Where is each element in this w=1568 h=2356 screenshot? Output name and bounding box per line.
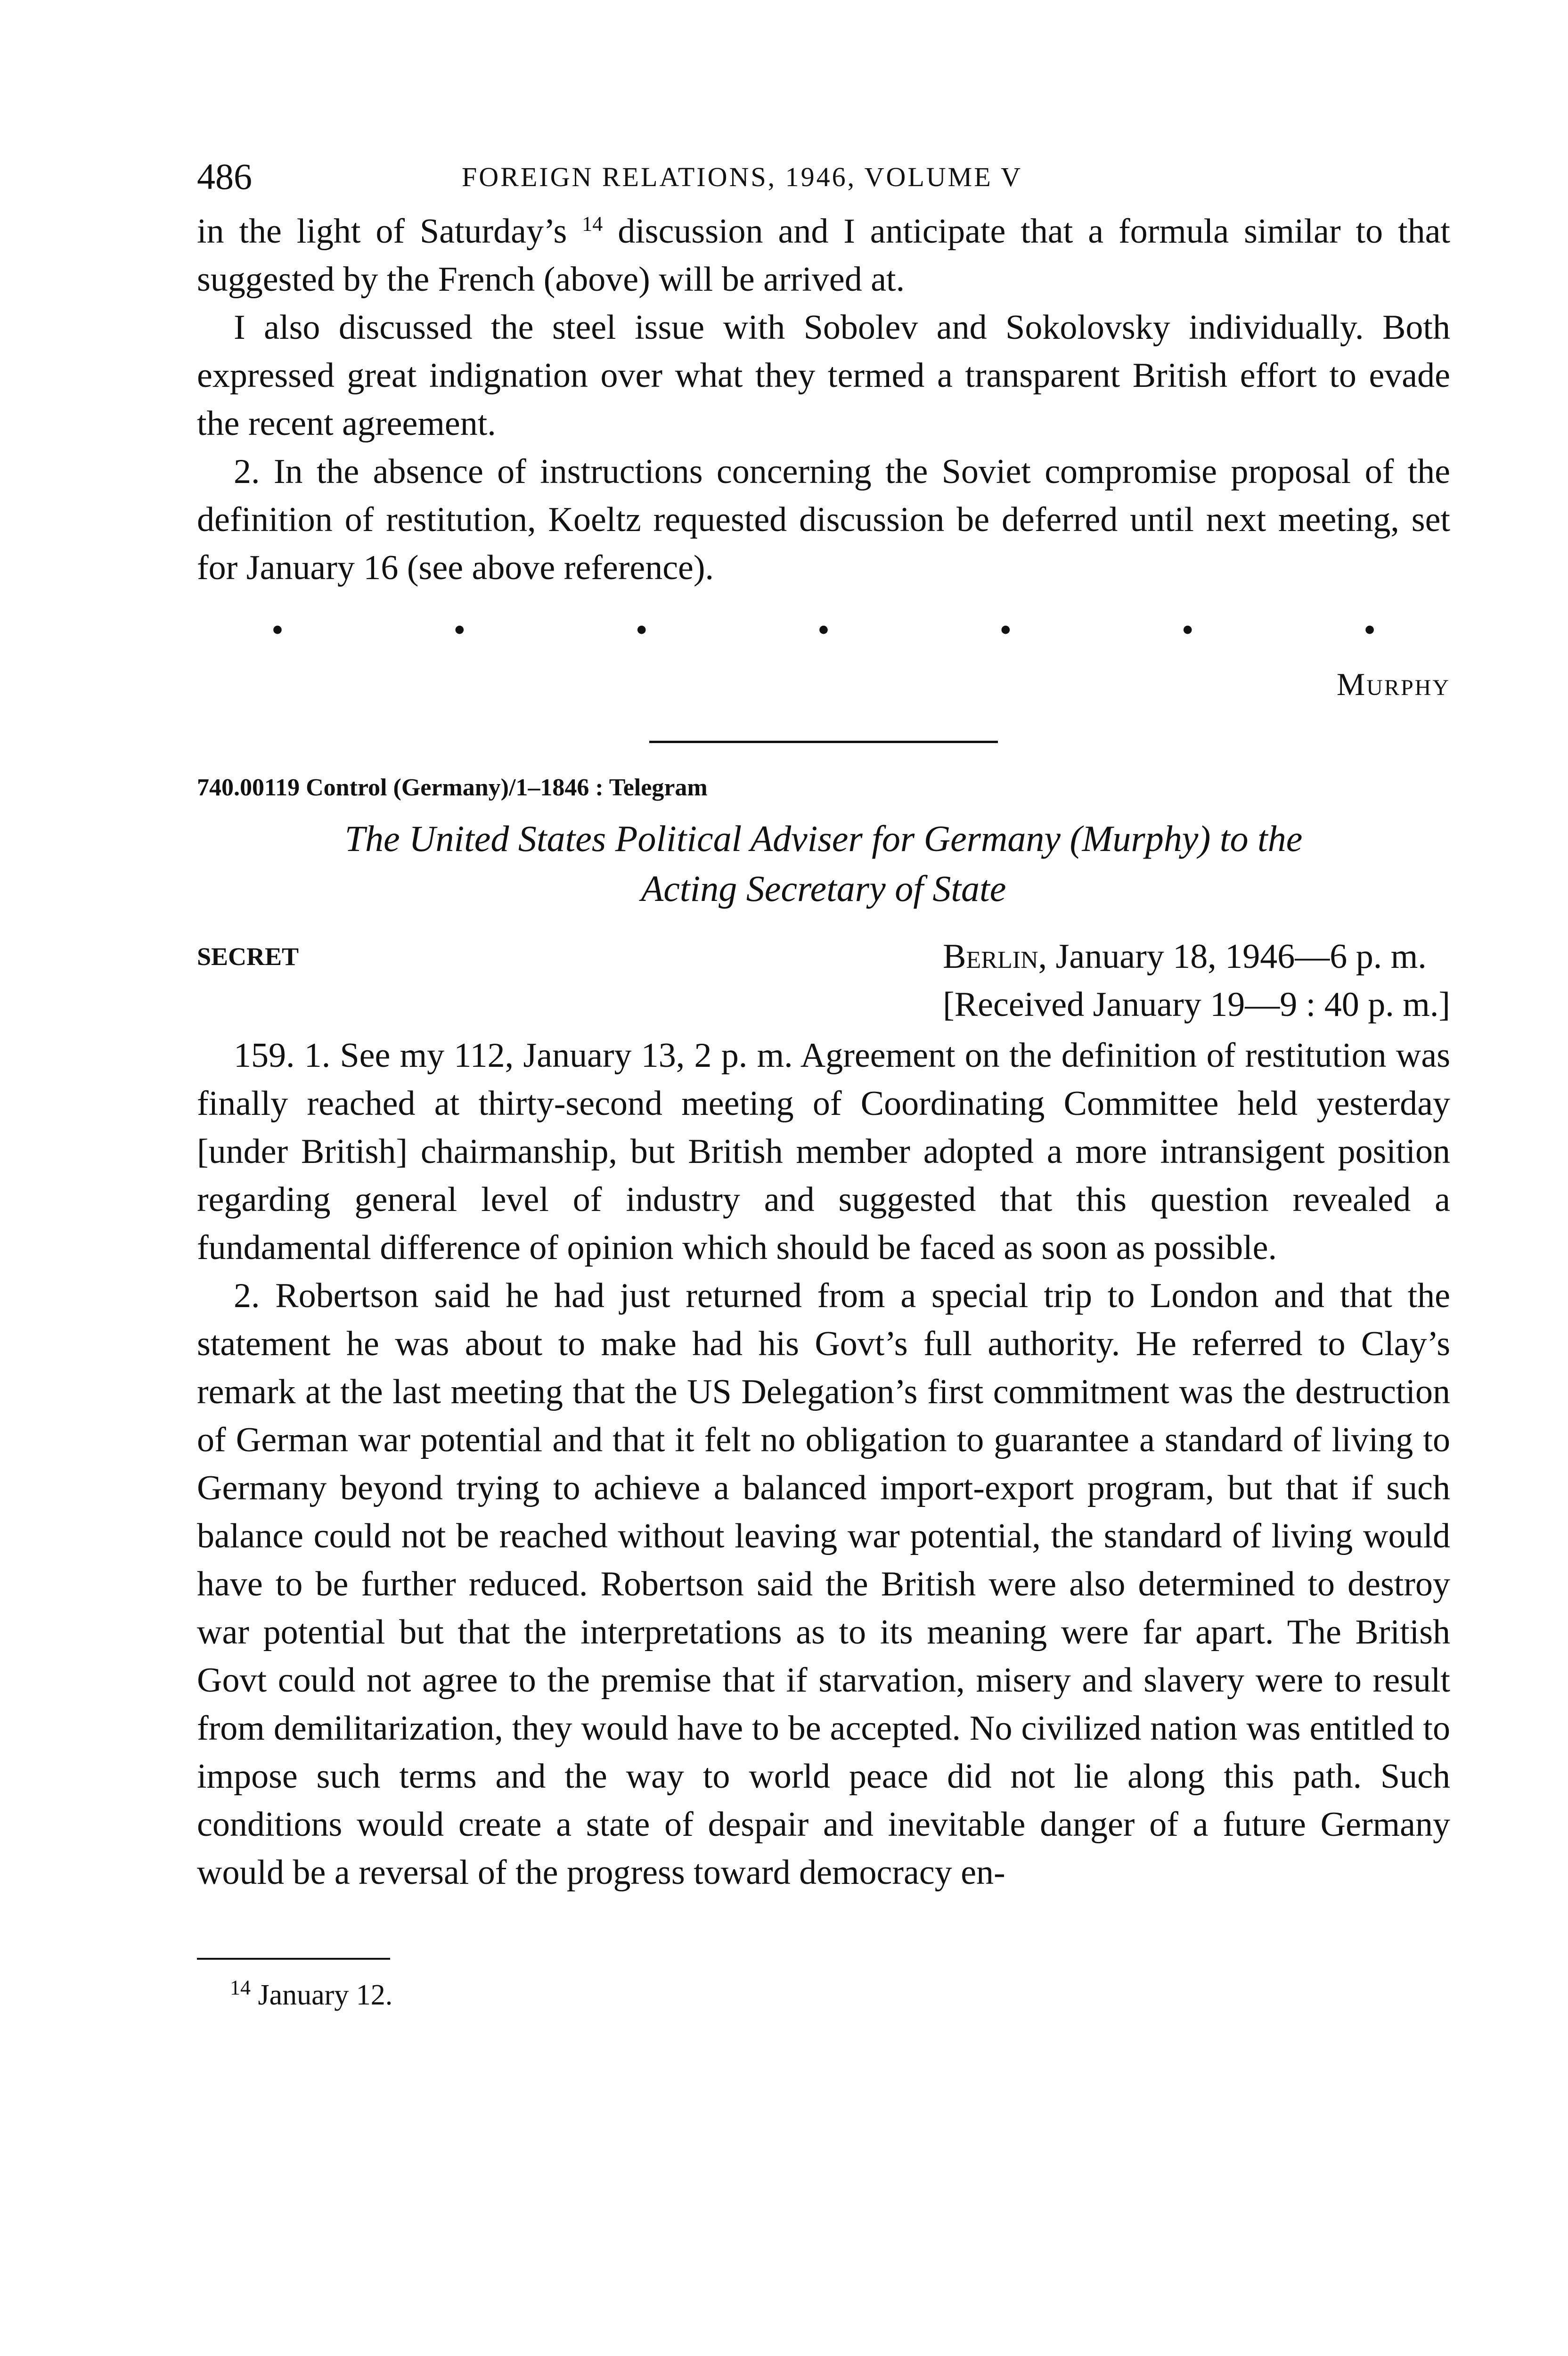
- place-name: Berlin: [943, 937, 1038, 976]
- section-divider: [649, 741, 998, 743]
- page-number: 486: [197, 156, 252, 197]
- running-header: [197, 155, 1450, 207]
- dateline: [197, 933, 1450, 1031]
- telegram-paragraph-2: 2. Robertson said he had just returned from a special trip to London and that the statement he was about to make had his Govt’s full authority. He referred to Clay’s remark at the last meeting that the US Delegation’s first commitment was the destruction of German war potential and that it felt no obligation to guarantee a standard of living to Germany beyond trying to achieve a balanced import-export program, but that if such balance could not be reached without leaving war potential, the standard of living would have to be further reduced. Robertson said the British were also determined to destroy war potential but that the interpretations as to its meaning were far apart. The British Govt could not agree to the premise that if starvation, misery and slavery were to result from demilitarization, they would have to be accepted. No civilized nation was entitled to impose such terms and the way to world peace did not lie along this path. Such conditions would create a state of despair and inevitable danger of a future Germany would be a reversal of the progress toward democracy en-: [197, 1276, 1450, 1892]
- footnote-reference: 14: [582, 212, 603, 236]
- place-and-date: [943, 933, 1450, 1029]
- restitution-paragraph: 2. In the absence of instructions concerning the Soviet compromise proposal of the definition of restitution, Koeltz requested discussion be deferred until next meeting, set for January 16 (see above reference).: [197, 452, 1450, 587]
- document-title: [197, 814, 1450, 914]
- running-title: FOREIGN RELATIONS, 1946, VOLUME V: [462, 162, 1022, 192]
- footnote-marker: 14: [230, 1976, 251, 1999]
- ellipsis-dots: • • • • • • •: [271, 611, 1376, 649]
- steel-issue-paragraph: I also discussed the steel issue with Sobolev and Sokolovsky individually. Both expressed great indignation over what they termed a transparent British effort to evade the recent agreement.: [197, 308, 1450, 443]
- footnote-text: January 12.: [251, 1979, 393, 2011]
- date-received: [Received January 19—9 : 40 p. m.]: [943, 985, 1450, 1024]
- classification-label: SECRET: [197, 942, 299, 971]
- footnote-divider: [197, 1958, 390, 1960]
- signature: Murphy: [1336, 666, 1450, 702]
- title-line: The United States Political Adviser for Germany (Murphy) to the: [344, 818, 1303, 859]
- title-line: Acting Secretary of State: [641, 868, 1006, 909]
- paragraph-text: discussion and I anticipate that a formula similar to that suggested by the French (above) will be arrived at.: [197, 212, 1450, 299]
- continuation-paragraph: [197, 207, 1450, 303]
- file-reference: 740.00119 Control (Germany)/1–1846 : Telegram: [197, 774, 708, 801]
- document-page: [197, 155, 1450, 2016]
- telegram-paragraph-1: 159. 1. See my 112, January 13, 2 p. m. Agreement on the definition of restitution was finally reached at thirty-second meeting of Coordinating Committee held yesterday [under British] chairmanship, but British member adopted a more intransigent position regarding general level of industry and suggested that this question revealed a fundamental difference of opinion which should be faced as soon as possible.: [197, 1036, 1450, 1267]
- paragraph-text: in the light of Saturday’s: [197, 212, 567, 251]
- date-sent: , January 18, 1946—6 p. m.: [1038, 937, 1427, 976]
- footnote: [197, 1974, 1450, 2016]
